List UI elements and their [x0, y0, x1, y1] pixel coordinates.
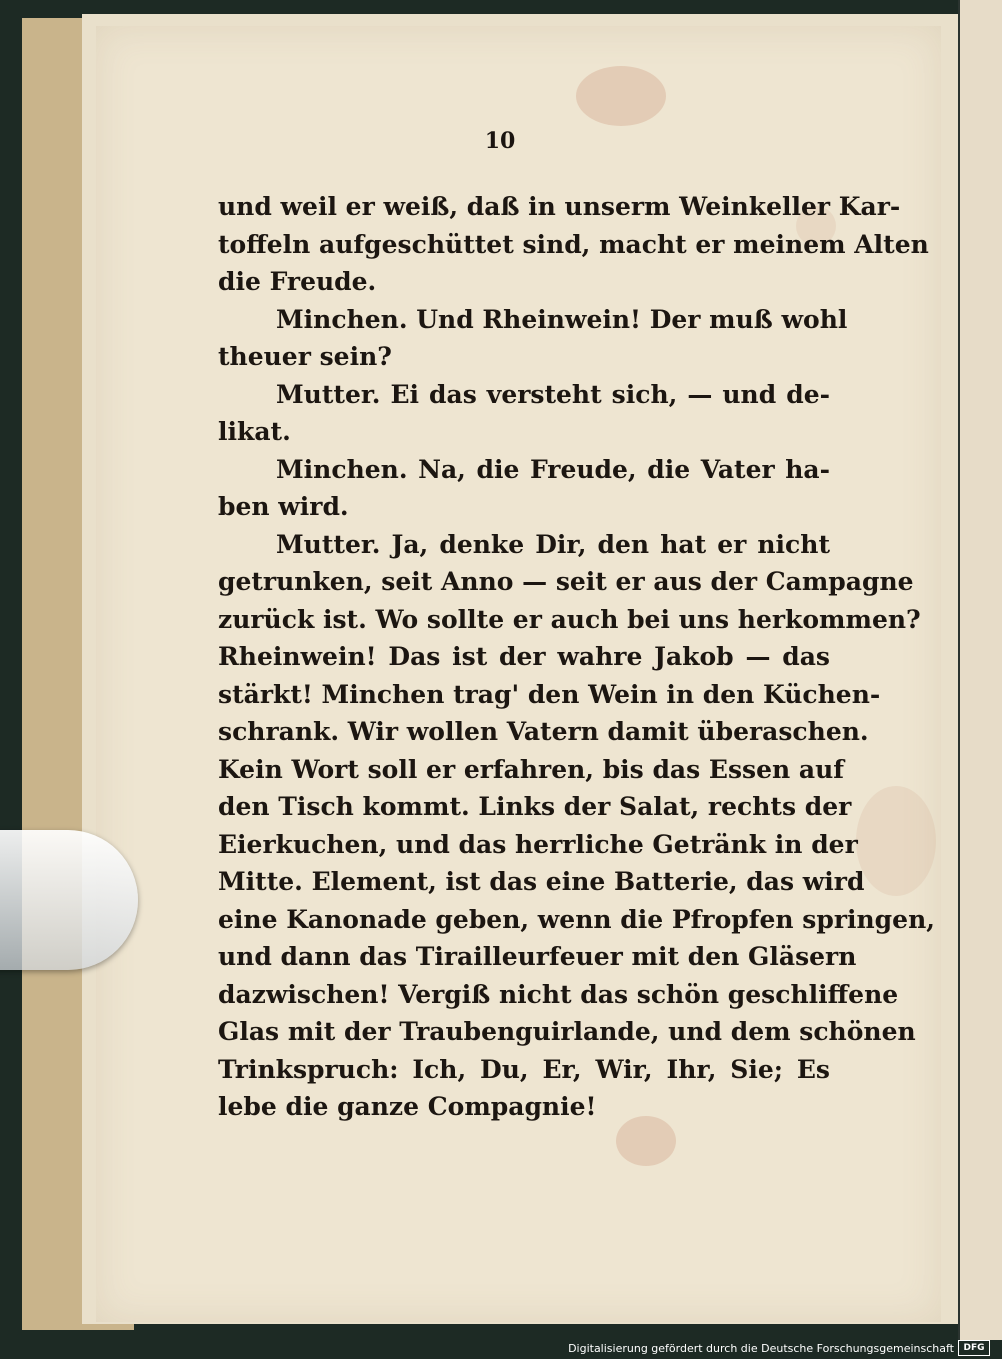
text-line: ben wird. — [218, 492, 349, 521]
text-line: zurück ist. Wo sollte er auch bei uns herkommen? — [218, 604, 921, 634]
page-clip — [0, 830, 138, 970]
text-line: Mitte. Element, ist das eine Batterie, das wird — [218, 867, 865, 896]
text-line: likat. — [218, 417, 291, 446]
text-line: Mutter. Ja, denke Dir, den hat er nicht — [276, 529, 830, 559]
text-line: toffeln aufgeschüttet sind, macht er meinem Alten — [218, 229, 929, 259]
text-line: schrank. Wir wollen Vatern damit überaschen. — [218, 717, 869, 746]
text-line: Trinkspruch: Ich, Du, Er, Wir, Ihr, Sie; Es — [218, 1054, 830, 1084]
text-line: theuer sein? — [218, 342, 392, 371]
page-number: 10 — [484, 128, 516, 154]
text-line: getrunken, seit Anno — seit er aus der Campagne — [218, 567, 914, 596]
text-line: stärkt! Minchen trag' den Wein in den Küchen- — [218, 679, 881, 709]
funding-credit: Digitalisierung gefördert durch die Deutsche Forschungsgemeinschaft — [568, 1342, 954, 1355]
text-line: und dann das Tirailleurfeuer mit den Gläsern — [218, 942, 857, 971]
text-line: lebe die ganze Compagnie! — [218, 1092, 597, 1121]
facing-page-edge — [958, 0, 1002, 1340]
dfg-logo: DFG — [958, 1340, 990, 1356]
text-line: Glas mit der Traubenguirlande, und dem schönen — [218, 1017, 916, 1046]
paper-stain — [576, 66, 666, 126]
text-line: Minchen. Und Rheinwein! Der muß wohl — [276, 304, 848, 334]
text-line: Minchen. Na, die Freude, die Vater ha- — [276, 454, 830, 484]
text-line: die Freude. — [218, 267, 377, 296]
text-line: Kein Wort soll er erfahren, bis das Essen auf — [218, 754, 845, 784]
text-line: eine Kanonade geben, wenn die Pfropfen springen, — [218, 904, 935, 934]
text-line: dazwischen! Vergiß nicht das schön geschliffene — [218, 979, 899, 1009]
text-line: den Tisch kommt. Links der Salat, rechts der — [218, 792, 852, 821]
text-line: Mutter. Ei das versteht sich, — und de- — [276, 379, 830, 409]
paper-stain — [856, 786, 936, 896]
text-line: Rheinwein! Das ist der wahre Jakob — das — [218, 642, 830, 671]
text-line: Eierkuchen, und das herrliche Getränk in der — [218, 829, 858, 859]
text-line: und weil er weiß, daß in unserm Weinkeller Kar- — [218, 192, 901, 221]
body-text — [218, 188, 935, 1126]
